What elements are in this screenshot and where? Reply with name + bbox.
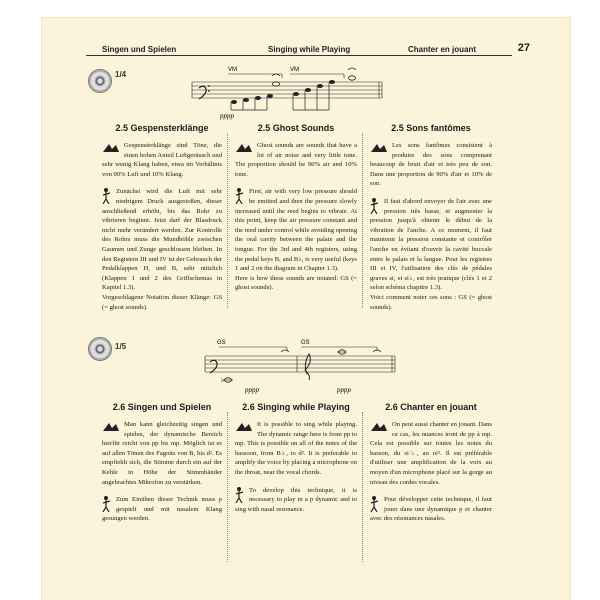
performer-icon bbox=[235, 188, 245, 204]
paragraph: Gespensterklänge sind Töne, die einen hohen Anteil Luftgeräusch und sehr wenig Klang haben, etwa im Verhältnis von 90% Luft und 10% Klang. bbox=[102, 142, 222, 178]
section-title: 2.5 Ghost Sounds bbox=[257, 123, 335, 133]
performer-icon bbox=[102, 496, 112, 512]
section-title: 2.6 Chanter en jouant bbox=[385, 402, 477, 412]
svg-text:pppp: pppp bbox=[220, 112, 234, 120]
paragraph: It is possible to sing while playing. The dynamic range here is from pp to mp. This is possible on all of the notes of the bassoon, from B♭, to d². It is preferable to amplify the voice by placing a microphone on the throat, near the vocal chords. bbox=[235, 421, 357, 476]
music-staff-singing-playing bbox=[197, 332, 417, 394]
gs-mark: GS bbox=[217, 340, 226, 346]
section-title: 2.5 Sons fantômes bbox=[391, 123, 471, 133]
breath-icon bbox=[370, 421, 388, 433]
paragraph: On peut aussi chanter en jouant. Dans ce cas, les nuances iront de pp à mp. Cela est possible sur toutes les notes du basson, du si♭, au ré². Il est préférable d'utiliser une amplification de la voix au moyen d'un microphone placé sur la gorge au niveau des cordes vocales. bbox=[370, 421, 492, 486]
breath-icon bbox=[235, 142, 253, 154]
breath-icon bbox=[102, 421, 120, 433]
paragraph: Pour développer cette technique, il faut jouer dans une dynamique p et chanter avec des résonances nasales. bbox=[370, 496, 492, 523]
book-page bbox=[42, 18, 570, 600]
performer-icon bbox=[370, 496, 380, 512]
breath-icon bbox=[235, 421, 253, 433]
section-title: 2.6 Singen und Spielen bbox=[112, 402, 212, 412]
column-de-2-6 bbox=[102, 402, 222, 524]
paragraph: Zum Einüben dieser Technik muss p gespielt und mit nasalem Klang gesungen werden. bbox=[102, 496, 222, 523]
column-divider bbox=[227, 412, 228, 562]
svg-text:pppp: pppp bbox=[245, 386, 259, 394]
column-fr-2-6 bbox=[370, 402, 492, 524]
paragraph: Il faut d'abord envoyer de l'air avec une pression très basse, et augmenter la pression jusqu'à obtenir le début de la vibration de l'anche. A ce moment, il faut maintenir la pression constante et contrôler l'anche en évitant d'ouvrir la cavité buccale entre le palais et la langue. Pour les registres III et IV, l'utilisation des clés de pédales graves si, et si♭, est très pratique (clés 1 et 2 selon schéma chapitre 1.3). bbox=[370, 197, 492, 292]
page-header bbox=[86, 38, 530, 54]
header-rule bbox=[86, 55, 512, 56]
breath-icon bbox=[370, 142, 388, 154]
breath-icon bbox=[102, 142, 120, 154]
audio-cd-icon[interactable] bbox=[89, 70, 111, 92]
paragraph: To develop this technique, it is necessary to play in a p dynamic and to sing with nasal resonance. bbox=[235, 486, 357, 513]
column-en-2-5 bbox=[235, 123, 357, 293]
paragraph: Ghost sounds are sounds that have a lot of air noise and very little tone. The proportion should be 90% air and 10% tone. bbox=[235, 142, 357, 178]
track-label: 1/4 bbox=[115, 70, 127, 79]
audio-cd-icon[interactable] bbox=[89, 338, 111, 360]
music-staff-ghost-sounds bbox=[172, 64, 412, 120]
column-fr-2-5 bbox=[370, 123, 492, 312]
column-divider bbox=[227, 133, 228, 308]
svg-text:♭: ♭ bbox=[221, 376, 225, 384]
performer-icon bbox=[235, 487, 245, 503]
vm-mark: VM bbox=[290, 67, 299, 73]
gs-mark: GS bbox=[301, 340, 310, 346]
section-title: 2.5 Gespensterklänge bbox=[115, 123, 209, 133]
column-de-2-5 bbox=[102, 123, 222, 312]
performer-icon bbox=[370, 198, 380, 214]
vm-mark: VM bbox=[228, 67, 237, 73]
header-en: Singing while Playing bbox=[268, 45, 351, 54]
column-divider bbox=[362, 133, 363, 308]
paragraph: Voici comment noter ces sons : GS (= ghost sounds). bbox=[370, 293, 492, 311]
paragraph: Vorgeschlagene Notation dieser Klänge: GS (= ghost sounds). bbox=[102, 293, 222, 311]
header-fr: Chanter en jouant bbox=[408, 45, 477, 54]
paragraph: Zunächst wird die Luft mit sehr niedrigem Druck ausgestoßen, dieser anschließend erhöht, bis das Rohr zu vibrieren beginnt. Jetzt darf der Blasdruck nicht mehr verändert werden. Zur Kontrolle des Rohrs muss die Mundhöhle zwischen Gaumen und Zunge geschlossen bleiben. In den Registern III und IV ist der Gebrauch der Pedalklappen H, und B, sehr nützlich (Klappen 1 und 2 des Griffschemas in Kapitel 1.3). bbox=[102, 188, 222, 292]
performer-icon bbox=[102, 188, 112, 204]
svg-text:pppp: pppp bbox=[337, 386, 351, 394]
section-title: 2.6 Singing while Playing bbox=[242, 402, 350, 412]
column-en-2-6 bbox=[235, 402, 357, 514]
paragraph: Man kann gleichzeitig singen und spielen, der dynamische Bereich hierfür reicht von pp bis mp. Möglich ist es auf allen Tönen des Fagotts von B, bis d². Es empfiehlt sich, die Stimme durch ein auf der Kehle in Höhe der Stimmbänder angebrachtes Mikrofon zu verstärken. bbox=[102, 421, 222, 486]
track-label: 1/5 bbox=[115, 342, 127, 351]
header-de: Singen und Spielen bbox=[102, 45, 177, 54]
page-number: 27 bbox=[517, 42, 530, 54]
paragraph: First, air with very low pressure should be emitted and then the pressure slowly increased until the reed begins to vibrate. At this point, keep the air pressure constant and the reed under control while avoiding opening the oral cavity between the palate and the tongue. For the 3rd and 4th registers, using the pedal keys B, and B♭, is very useful (keys 1 and 2 on the diagram in Chapter 1.3). bbox=[235, 188, 357, 273]
paragraph: Here is how these sounds are notated: GS (= ghost sounds). bbox=[235, 274, 357, 292]
paragraph: Les sons fantômes consistent à produire des sons comprenant beaucoup de bruit d'air et très peu de son. Dans une proportion de 90% d'air et 10% de son. bbox=[370, 142, 492, 188]
column-divider bbox=[362, 412, 363, 562]
